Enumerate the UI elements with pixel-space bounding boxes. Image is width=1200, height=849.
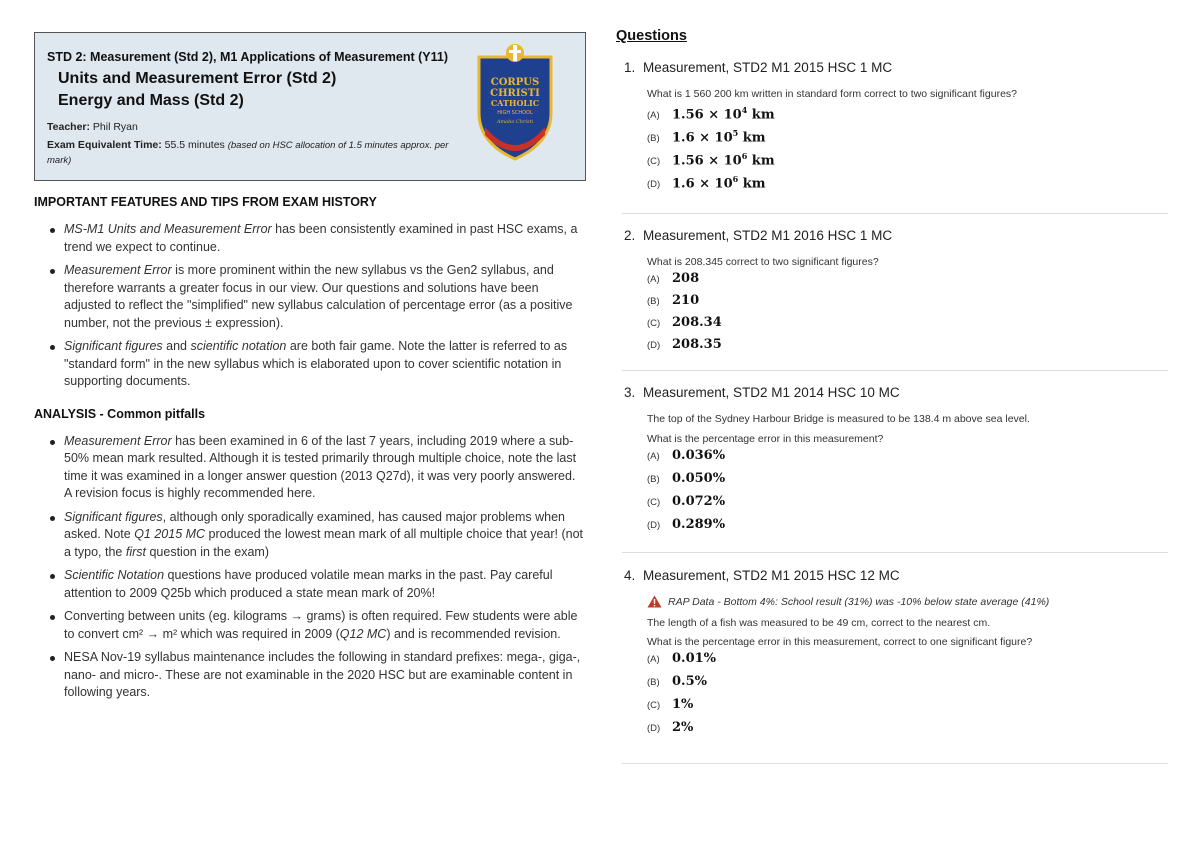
question-3 <box>616 385 1168 540</box>
option-a[interactable]: (A) 0.036% <box>647 448 726 463</box>
divider <box>622 552 1168 553</box>
option-a[interactable]: (A) $1.56 \times 10^4$ km <box>647 105 775 123</box>
option-c[interactable]: (C) 208.34 <box>647 315 722 330</box>
question-title: 3. Measurement, STD2 M1 2014 HSC 10 MC <box>624 385 900 400</box>
option-d[interactable]: (D) 208.35 <box>647 337 722 352</box>
question-text: The length of a fish was measured to be 49 cm, correct to the nearest cm. <box>647 617 991 629</box>
crest-line-4: HIGH SCHOOL <box>497 110 533 116</box>
list-item: Converting between units (eg. kilograms → grams) is often required. Few students were able to convert cm² → m² which was required in 2009 (Q12 MC) and is recommended revision. <box>48 608 584 643</box>
question-text: What is the percentage error in this measurement, correct to one significant figure? <box>647 636 1033 648</box>
crest-line-3: CATHOLIC <box>490 98 540 108</box>
topic-title-2: Energy and Mass (Std 2) <box>58 92 244 109</box>
list-item: NESA Nov-19 syllabus maintenance includes the following in standard prefixes: mega-, giga-, nano- and micro-. These are not examinable in the 2020 HSC but are examinable content in following years. <box>48 649 584 702</box>
school-crest-logo <box>475 43 555 161</box>
analysis-list <box>48 433 586 702</box>
option-b[interactable]: (B) 0.050% <box>647 471 726 486</box>
questions-heading: Questions <box>616 28 687 44</box>
teacher-name: Phil Ryan <box>90 121 138 133</box>
topic-title-1: Units and Measurement Error (Std 2) <box>58 70 337 87</box>
question-text: What is 1 560 200 km written in standard form correct to two significant figures? <box>647 88 1017 100</box>
exam-time-label: Exam Equivalent Time: <box>47 139 162 151</box>
question-title: 2. Measurement, STD2 M1 2016 HSC 1 MC <box>624 228 893 243</box>
option-d[interactable]: (D) 2% <box>647 720 694 735</box>
list-item: Measurement Error is more prominent within the new syllabus vs the Gen2 syllabus, and therefore warrants a greater focus in our view. Our questions and solutions have been adjusted to reflect the "simplified" new syllabus calculation of percentage error (as a positive number, not the previous ± expression). <box>48 262 584 332</box>
list-item: Significant figures and scientific notation are both fair game. Note the latter is referred to as "standard form" in the new syllabus which is elaborated upon to cover scientific notation in supporting documents. <box>48 338 584 391</box>
teacher-label: Teacher: <box>47 121 90 133</box>
question-text: What is 208.345 correct to two significant figures? <box>647 256 879 268</box>
option-d[interactable]: (D) 0.289% <box>647 517 726 532</box>
option-b[interactable]: (B) 210 <box>647 293 700 308</box>
list-item: Measurement Error has been examined in 6 of the last 7 years, including 2019 where a sub-50% mean mark resulted. Although it is tested primarily through multiple choice, note the last time it was examined in a longer answer question (2013 Q27d), it was very poorly answered. A revision focus is highly recommended here. <box>48 433 584 503</box>
features-heading: IMPORTANT FEATURES AND TIPS FROM EXAM HISTORY <box>34 195 377 209</box>
exam-time-note: (based on HSC allocation of 1.5 minutes approx. per mark) <box>47 140 449 166</box>
exam-time-value: 55.5 minutes <box>161 139 228 151</box>
warning-text: RAP Data - Bottom 4%: School result (31%) was -10% below state average (41%) <box>668 595 1050 608</box>
course-line: STD 2: Measurement (Std 2), M1 Applications of Measurement (Y11) <box>47 50 449 64</box>
question-4 <box>616 568 1168 743</box>
exam-time-line <box>47 138 467 168</box>
list-item: Significant figures, although only sporadically examined, has caused major problems when asked. Note Q1 2015 MC produced the lowest mean mark of all multiple choice that year! (not a typo, the first question in the exam) <box>48 509 584 562</box>
analysis-heading: ANALYSIS - Common pitfalls <box>34 406 206 421</box>
question-1 <box>616 60 1168 197</box>
list-item: MS-M1 Units and Measurement Error has been consistently examined in past HSC exams, a trend we expect to continue. <box>48 221 584 256</box>
rap-warning <box>647 595 1168 608</box>
question-title: 4. Measurement, STD2 M1 2015 HSC 12 MC <box>624 568 900 583</box>
option-b[interactable]: (B) $1.6 \times 10^5$ km <box>647 128 766 146</box>
crest-motto: Amabo Christi <box>496 119 534 125</box>
crest-line-1: CORPUS <box>490 77 540 88</box>
questions-column <box>616 28 1168 735</box>
crest-line-2: CHRISTI <box>490 88 540 99</box>
list-item: Scientific Notation questions have produced volatile mean marks in the past. Pay careful attention to 2009 Q25b which produced a state mean mark of 20%! <box>48 567 584 602</box>
option-c[interactable]: (C) 1% <box>647 697 694 712</box>
features-list <box>48 221 586 391</box>
divider <box>622 370 1168 371</box>
option-a[interactable]: (A) 208 <box>647 271 700 286</box>
option-a[interactable]: (A) 0.01% <box>647 651 717 666</box>
info-column <box>34 32 586 708</box>
option-c[interactable]: (C) $1.56 \times 10^6$ km <box>647 151 775 169</box>
question-title: 1. Measurement, STD2 M1 2015 HSC 1 MC <box>624 60 893 75</box>
question-text: What is the percentage error in this measurement? <box>647 433 884 445</box>
course-header <box>34 32 586 181</box>
question-text: The top of the Sydney Harbour Bridge is measured to be 138.4 m above sea level. <box>647 413 1030 425</box>
question-2 <box>616 228 1168 359</box>
option-d[interactable]: (D) $1.6 \times 10^6$ km <box>647 174 766 192</box>
divider <box>622 763 1168 764</box>
option-c[interactable]: (C) 0.072% <box>647 494 726 509</box>
option-b[interactable]: (B) 0.5% <box>647 674 707 689</box>
warning-icon <box>647 595 662 608</box>
divider <box>622 213 1168 214</box>
